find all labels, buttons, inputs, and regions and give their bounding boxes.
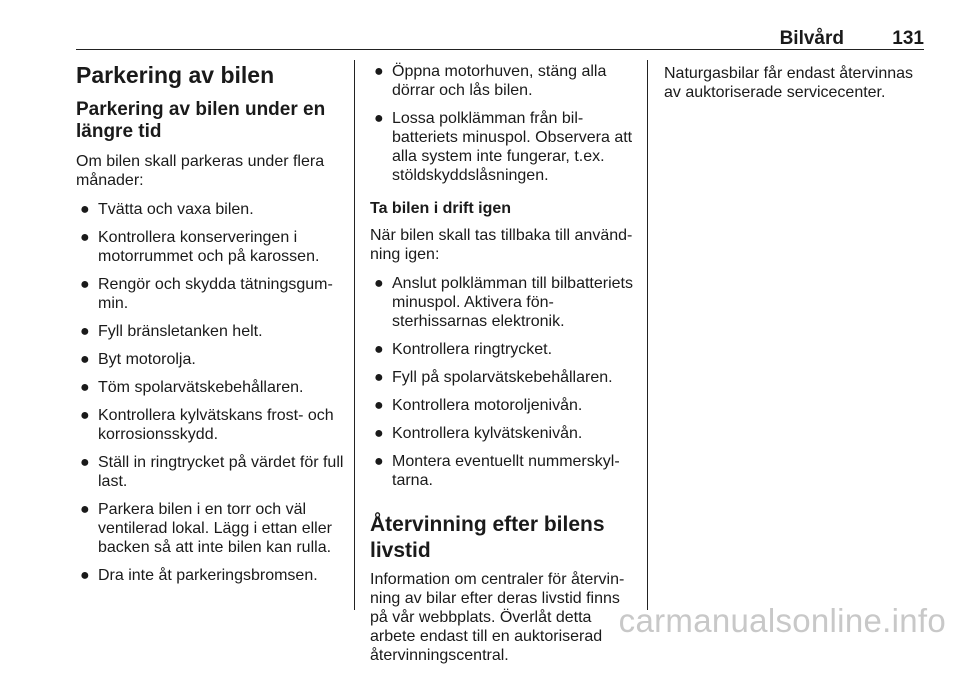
- section-title-parking: Parkering av bilen: [76, 62, 275, 88]
- header-rule: [76, 49, 924, 50]
- bullet-icon: ●: [80, 229, 90, 246]
- page-number: 131: [892, 28, 924, 49]
- parking-checklist: [76, 200, 344, 585]
- bullet-icon: ●: [374, 110, 384, 127]
- list-item: ● Tvätta och vaxa bilen.: [80, 201, 254, 218]
- subsection-title-recommission: Ta bilen i drift igen: [370, 200, 512, 217]
- bullet-icon: ●: [374, 63, 384, 80]
- list-item: ● Anslut polklämman till bilbatteriets minuspol. Aktivera fönsterhissarnas elektronik.: [374, 275, 633, 330]
- column-1: [76, 62, 344, 594]
- column-divider-2: [647, 60, 648, 610]
- list-item: ● Fyll på spolarvätskebehållaren.: [374, 369, 613, 386]
- list-item: ● Montera eventuellt nummerskyltarna.: [374, 453, 620, 489]
- intro-text: Om bilen skall parkeras under flera månader:: [76, 153, 325, 189]
- bullet-icon: ●: [80, 501, 90, 518]
- list-item: ● Kontrollera konserveringen i motorrummet och på karossen.: [80, 229, 320, 265]
- list-item: ● Öppna motorhuven, stäng alla dörrar och lås bilen.: [374, 63, 607, 99]
- list-item: ● Lossa polklämman från bilbatteriets minuspol. Observera att alla system inte fungerar, t.ex. stöldskyddslåsningen.: [374, 110, 633, 184]
- recommission-checklist: [370, 274, 635, 490]
- bullet-icon: ●: [80, 351, 90, 368]
- bullet-icon: ●: [80, 454, 90, 471]
- list-item: ● Rengör och skydda tätningsgummin.: [80, 276, 333, 312]
- bullet-icon: ●: [80, 201, 90, 218]
- bullet-icon: ●: [374, 425, 384, 442]
- running-title: Bilvård: [779, 28, 844, 49]
- list-item: ● Byt motorolja.: [80, 351, 196, 368]
- bullet-icon: ●: [374, 341, 384, 358]
- bullet-icon: ●: [80, 407, 90, 424]
- natural-gas-note: Naturgasbilar får endast återvinnas av auktoriserade servicecenter.: [664, 65, 914, 101]
- bullet-icon: ●: [374, 453, 384, 470]
- column-divider-1: [354, 60, 355, 610]
- watermark: carmanualsonline.info: [618, 602, 946, 639]
- bullet-icon: ●: [374, 369, 384, 386]
- bullet-icon: ●: [374, 397, 384, 414]
- page-header: [76, 28, 924, 48]
- list-item: ● Kontrollera kylvätskenivån.: [374, 425, 583, 442]
- list-item: ● Ställ in ringtrycket på värdet för full last.: [80, 454, 344, 490]
- list-item: ● Kontrollera motoroljenivån.: [374, 397, 583, 414]
- bullet-icon: ●: [80, 567, 90, 584]
- list-item: ● Fyll bränsletanken helt.: [80, 323, 263, 340]
- list-item: ● Dra inte åt parkeringsbromsen.: [80, 567, 318, 584]
- recommission-intro: När bilen skall tas tillbaka till användning igen:: [370, 227, 633, 263]
- parking-checklist-continued: [370, 62, 635, 185]
- column-3: [664, 64, 924, 112]
- bullet-icon: ●: [374, 275, 384, 292]
- list-item: ● Kontrollera ringtrycket.: [374, 341, 553, 358]
- list-item: ● Töm spolarvätskebehållaren.: [80, 379, 304, 396]
- list-item: ● Kontrollera kylvätskans frost- och korrosionsskydd.: [80, 407, 334, 443]
- subsection-title-long-term: Parkering av bilen under en längre tid: [76, 99, 326, 142]
- bullet-icon: ●: [80, 323, 90, 340]
- column-2: [370, 62, 635, 675]
- section-title-recycling: Återvinning efter bilens livstid: [370, 513, 605, 562]
- bullet-icon: ●: [80, 276, 90, 293]
- list-item: ● Parkera bilen i en torr och väl ventilerad lokal. Lägg i ettan eller backen så att inte bilen kan rulla.: [80, 501, 332, 556]
- bullet-icon: ●: [80, 379, 90, 396]
- recycling-text: Information om centraler för återvinning av bilar efter deras livstid finns på vår webbplats. Överlåt detta arbete endast till en auktoriserad återvinningscentral.: [370, 571, 625, 664]
